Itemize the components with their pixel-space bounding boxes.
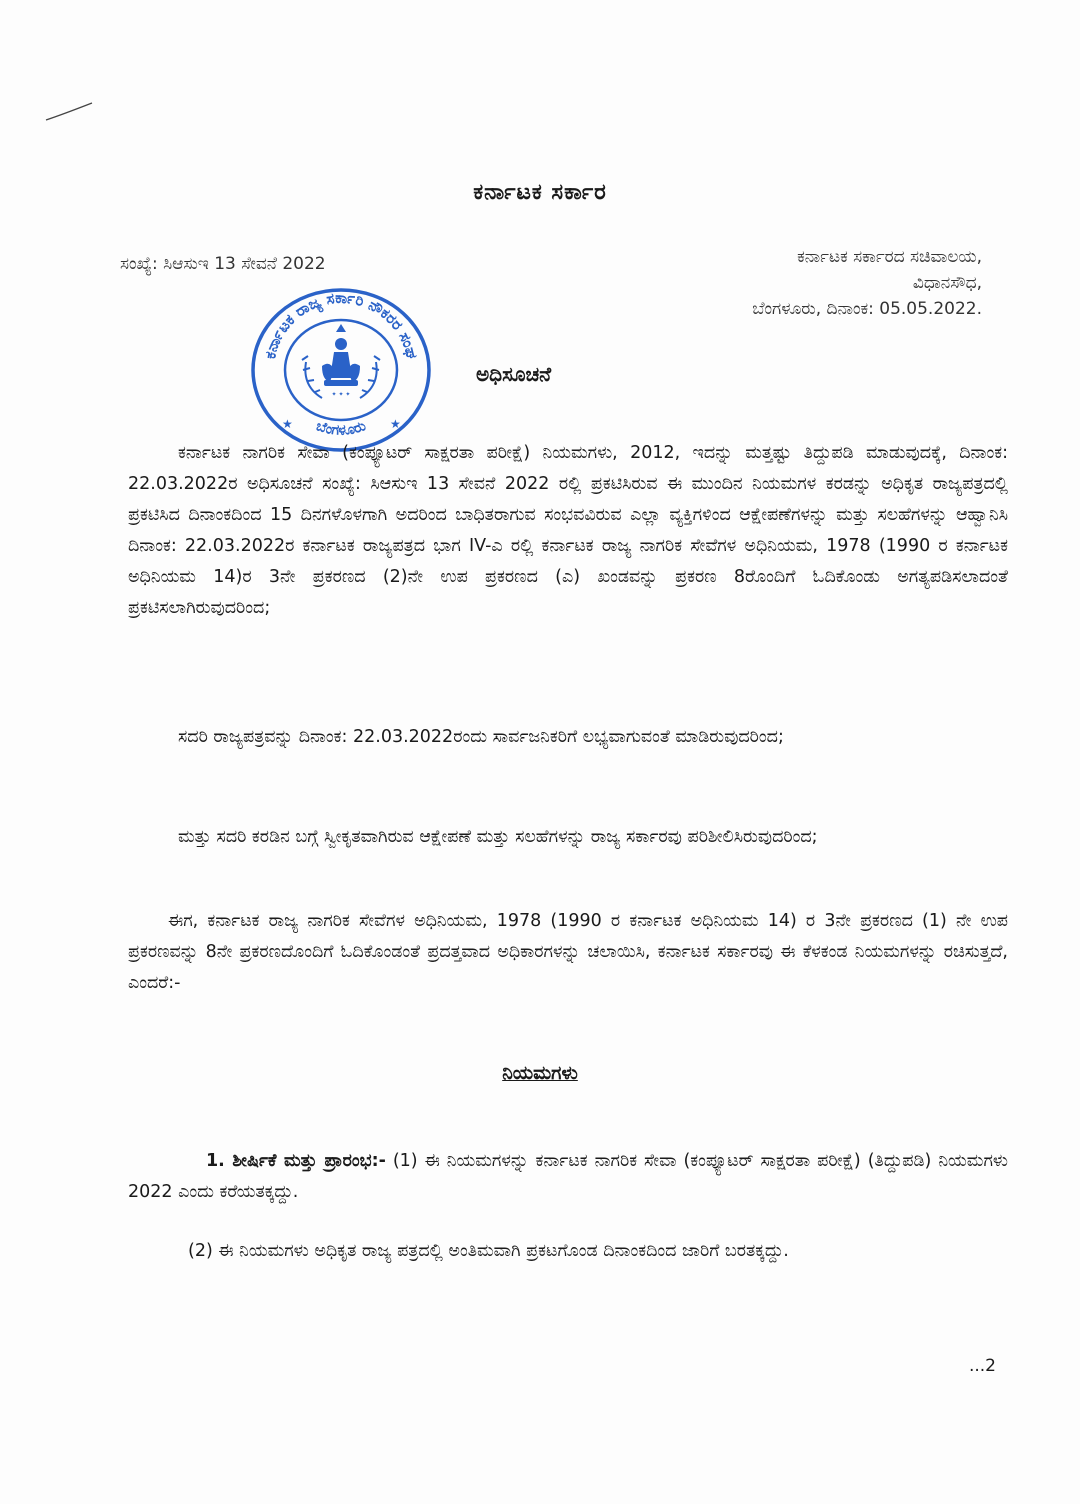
rule-1-title: 1. ಶೀರ್ಷಿಕೆ ಮತ್ತು ಪ್ರಾರಂಭ:- [206,1151,386,1171]
reference-number: ಸಂಖ್ಯೆ: ಸಿಆಸುಇ 13 ಸೇವನೆ 2022 [120,254,326,274]
svg-text:✦ ✦ ✦: ✦ ✦ ✦ [331,391,351,398]
address-line-3: ಬೆಂಗಳೂರು, ದಿನಾಂಕ: 05.05.2022. [752,299,982,319]
notification-heading: ಅಧಿಸೂಚನೆ [476,362,552,386]
paragraph-enactment: ಈಗ, ಕರ್ನಾಟಕ ರಾಜ್ಯ ನಾಗರಿಕ ಸೇವೆಗಳ ಅಧಿನಿಯಮ, 1978 (1990 ರ ಕರ್ನಾಟಕ ಅಧಿನಿಯಮ 14) ರ 3ನೇ ಪ್ರಕರಣದ (1) ನೇ ಉಪ ಪ್ರಕರಣವನ್ನು 8ನೇ ಪ್ರಕರಣದೊಂದಿಗೆ ಓದಿಕೊಂಡಂತೆ ಪ್ರದತ್ತವಾದ ಅಧಿಕಾರಗಳನ್ನು ಚಲಾಯಿಸಿ, ಕರ್ನಾಟಕ ಸರ್ಕಾರವು ಈ ಕೆಳಕಂಡ ನಿಯಮಗಳನ್ನು ರಚಿಸುತ್ತದೆ, ಎಂದರೆ:- [128,911,1008,993]
address-line-2: ವಿಧಾನಸೌಧ, [912,273,982,293]
seal-bottom-text: ಬೆಂಗಳೂರು [314,418,368,440]
pen-mark-icon [44,100,94,124]
svg-text:★: ★ [282,417,293,431]
official-seal-icon [246,282,436,452]
paragraph-objections-considered: ಮತ್ತು ಸದರಿ ಕರಡಿನ ಬಗ್ಗೆ ಸ್ವೀಕೃತವಾಗಿರುವ ಆಕ್ಷೇಪಣೆ ಮತ್ತು ಸಲಹೆಗಳನ್ನು ರಾಜ್ಯ ಸರ್ಕಾರವು ಪರಿಶೀಲಿಸಿರುವುದರಿಂದ; [178,827,818,847]
rule-1-title-and-commencement [128,1146,1008,1208]
page-title: ಕರ್ನಾಟಕ ಸರ್ಕಾರ [473,180,607,205]
office-address [752,244,982,322]
paragraph-preamble: ಕರ್ನಾಟಕ ನಾಗರಿಕ ಸೇವಾ (ಕಂಪ್ಯೂಟರ್ ಸಾಕ್ಷರತಾ ಪರೀಕ್ಷೆ) ನಿಯಮಗಳು, 2012, ಇದನ್ನು ಮತ್ತಷ್ಟು ತಿದ್ದುಪಡಿ ಮಾಡುವುದಕ್ಕೆ, ದಿನಾಂಕ: 22.03.2022ರ ಅಧಿಸೂಚನೆ ಸಂಖ್ಯೆ: ಸಿಆಸುಇ 13 ಸೇವನೆ 2022 ರಲ್ಲಿ ಪ್ರಕಟಿಸಿರುವ ಈ ಮುಂದಿನ ನಿಯಮಗಳ ಕರಡನ್ನು ಅಧಿಕೃತ ರಾಜ್ಯಪತ್ರದಲ್ಲಿ ಪ್ರಕಟಿಸಿದ ದಿನಾಂಕದಿಂದ 15 ದಿನಗಳೊಳಗಾಗಿ ಅದರಿಂದ ಬಾಧಿತರಾಗುವ ಸಂಭವವಿರುವ ಎಲ್ಲಾ ವ್ಯಕ್ತಿಗಳಿಂದ ಆಕ್ಷೇಪಣೆಗಳನ್ನು ಮತ್ತು ಸಲಹೆಗಳನ್ನು ಆಹ್ವಾನಿಸಿ ದಿನಾಂಕ: 22.03.2022ರ ಕರ್ನಾಟಕ ರಾಜ್ಯಪತ್ರದ ಭಾಗ IV-ಎ ರಲ್ಲಿ ಕರ್ನಾಟಕ ರಾಜ್ಯ ನಾಗರಿಕ ಸೇವೆಗಳ ಅಧಿನಿಯಮ, 1978 (1990 ರ ಕರ್ನಾಟಕ ಅಧಿನಿಯಮ 14)ರ 3ನೇ ಪ್ರಕರಣದ (2)ನೇ ಉಪ ಪ್ರಕರಣದ (ಎ) ಖಂಡವನ್ನು ಪ್ರಕರಣ 8ರೊಂದಿಗೆ ಓದಿಕೊಂಡು ಅಗತ್ಯಪಡಿಸಲಾದಂತೆ ಪ್ರಕಟಿಸಲಾಗಿರುವುದರಿಂದ; [128,443,1008,618]
page-continuation-marker: ...2 [968,1356,996,1376]
rules-heading: ನಿಯಮಗಳು [502,1062,578,1084]
paragraph-gazette-availability: ಸದರಿ ರಾಜ್ಯಪತ್ರವನ್ನು ದಿನಾಂಕ: 22.03.2022ರಂದು ಸಾರ್ವಜನಿಕರಿಗೆ ಲಭ್ಯವಾಗುವಂತೆ ಮಾಡಿರುವುದರಿಂದ; [178,727,784,747]
rule-1-subclause-2: (2) ಈ ನಿಯಮಗಳು ಅಧಿಕೃತ ರಾಜ್ಯ ಪತ್ರದಲ್ಲಿ ಅಂತಿಮವಾಗಿ ಪ್ರಕಟಗೊಂಡ ದಿನಾಂಕದಿಂದ ಜಾರಿಗೆ ಬರತಕ್ಕದ್ದು. [188,1241,789,1261]
seal-outer-text: ಕರ್ನಾಟಕ ರಾಜ್ಯ ಸರ್ಕಾರಿ ನೌಕರರ ಸಂಘ [261,288,422,361]
address-line-1: ಕರ್ನಾಟಕ ಸರ್ಕಾರದ ಸಚಿವಾಲಯ, [797,247,982,267]
rule-1-text: (1) ಈ ನಿಯಮಗಳನ್ನು ಕರ್ನಾಟಕ ನಾಗರಿಕ ಸೇವಾ (ಕಂಪ್ಯೂಟರ್ ಸಾಕ್ಷರತಾ ಪರೀಕ್ಷೆ) (ತಿದ್ದುಪಡಿ) ನಿಯಮಗಳು 2022 ಎಂದು ಕರೆಯತಕ್ಕದ್ದು. [128,1151,1008,1202]
svg-text:★: ★ [390,417,401,431]
